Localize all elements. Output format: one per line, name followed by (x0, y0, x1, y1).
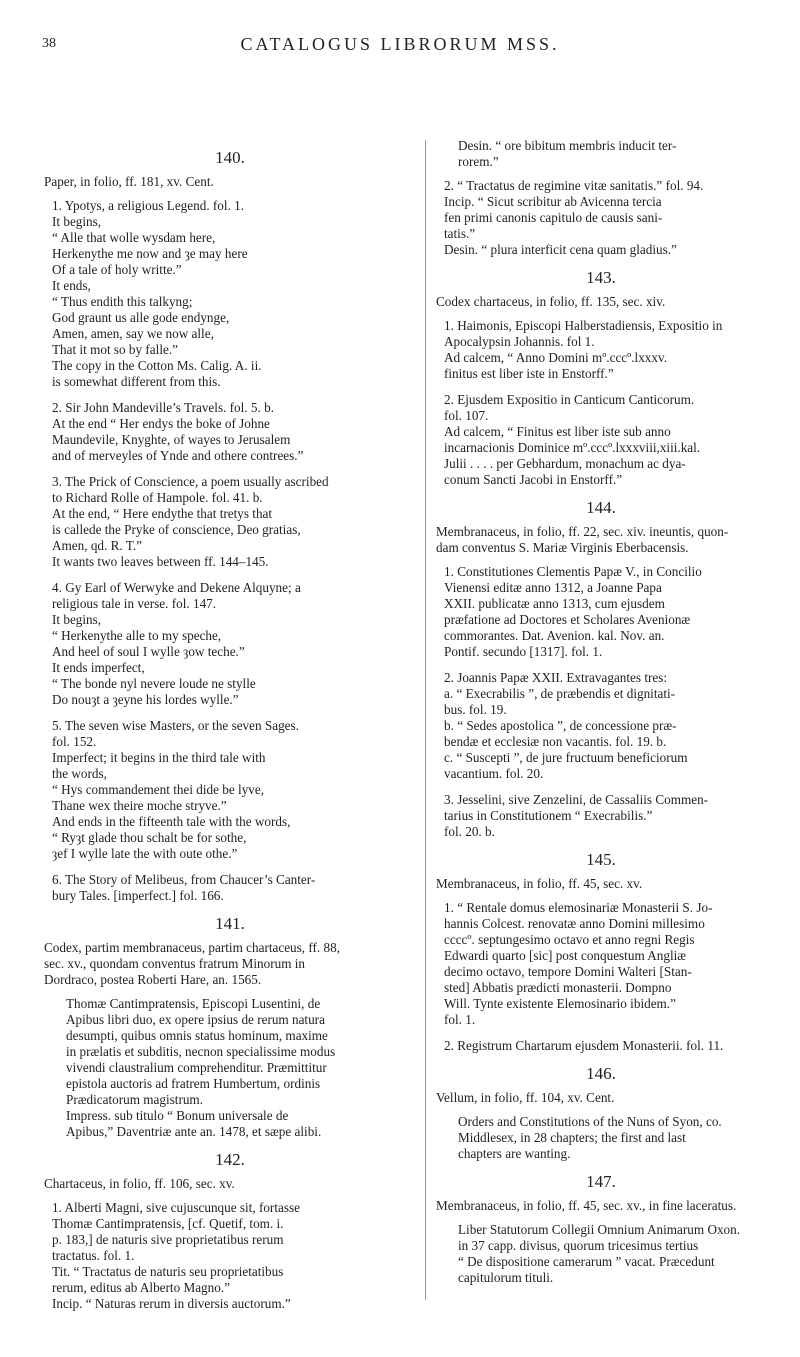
entry-number: 147. (586, 1172, 616, 1191)
item (436, 564, 766, 660)
entry-description (44, 940, 416, 988)
text-line: Edwardi quarto [sic] post conquestum Angliæ (444, 948, 687, 963)
entry-description: Chartaceus, in folio, ff. 106, sec. xv. (44, 1176, 235, 1191)
entry-number: 144. (586, 498, 616, 517)
text-line: It ends imperfect, (52, 660, 145, 675)
text-line: And ends in the fifteenth tale with the words, (52, 814, 291, 829)
text-line: God graunt us alle gode endynge, (52, 310, 230, 325)
text-line: 2. Joannis Papæ XXII. Extravagantes tres: (444, 670, 668, 685)
text-line: Liber Statutorum Collegii Omnium Animarum Oxon. (458, 1222, 741, 1237)
text-line: fen primi canonis capitulo de causis sani- (444, 210, 663, 225)
text-line: “ Alle that wolle wysdam here, (52, 230, 216, 245)
text-line: Amen, amen, say we now alle, (52, 326, 214, 341)
entry-number: 145. (586, 850, 616, 869)
item (44, 400, 416, 464)
entry-number: 142. (215, 1150, 245, 1169)
text-line: Pontif. secundo [1317]. fol. 1. (444, 644, 603, 659)
entry-description: Codex chartaceus, in folio, ff. 135, sec. xiv. (436, 294, 666, 309)
text-line: 2. Registrum Chartarum ejusdem Monasterii. fol. 11. (444, 1038, 724, 1053)
text-line: bendæ et ecclesiæ non vacantis. fol. 19. b. (444, 734, 667, 749)
text-line: Will. Tynte existente Elemosinario ibidem.” (444, 996, 676, 1011)
text-line: finitus est liber iste in Enstorff.” (444, 366, 614, 381)
text-line: c. “ Suscepti ”, de jure fructuum beneficiorum (444, 750, 688, 765)
item (44, 718, 416, 862)
text-line: 5. The seven wise Masters, or the seven Sages. (52, 718, 299, 733)
entry-description (436, 524, 766, 556)
left-column (44, 138, 416, 1322)
text-line: 1. Alberti Magni, sive cujuscunque sit, fortasse (52, 1200, 300, 1215)
text-line: religious tale in verse. fol. 147. (52, 596, 217, 611)
text-line: It wants two leaves between ff. 144–145. (52, 554, 269, 569)
text-line: 2. Sir John Mandeville’s Travels. fol. 5. b. (52, 400, 274, 415)
text-line: incarnacionis Dominice mº.cccº.lxxxviii,xiii.kal. (444, 440, 701, 455)
text-line: conum Sancti Jacobi in Enstorff.” (444, 472, 623, 487)
text-line: Desin. “ plura interficit cena quam gladius.” (444, 242, 677, 257)
text-line: to Richard Rolle of Hampole. fol. 41. b. (52, 490, 263, 505)
text-line: decimo octavo, tempore Domini Walteri [Stan- (444, 964, 692, 979)
text-line: Prædicatorum magistrum. (66, 1092, 203, 1107)
text-line: That it mot so by falle.” (52, 342, 178, 357)
text-line: sec. xv., quondam conventus fratrum Minorum in (44, 956, 306, 971)
item (436, 900, 766, 1028)
item (436, 670, 766, 782)
text-line: It begins, (52, 214, 102, 229)
text-line: Tit. “ Tractatus de naturis seu proprietatibus (52, 1264, 284, 1279)
text-line: Thomæ Cantimpratensis, Episcopi Lusentini, de (66, 996, 321, 1011)
text-line: 3. Jesselini, sive Zenzelini, de Cassaliis Commen- (444, 792, 709, 807)
entry-description: Membranaceus, in folio, ff. 45, sec. xv. (436, 876, 643, 891)
text-line: “ Hys commandement thei dide be lyve, (52, 782, 265, 797)
text-line: commorantes. Dat. Avenion. kal. Nov. an. (444, 628, 665, 643)
right-column (436, 138, 766, 1294)
text-line: rorem.” (458, 154, 499, 169)
text-line: “ The bonde nyl nevere loude ne stylle (52, 676, 256, 691)
text-line: bus. fol. 19. (444, 702, 507, 717)
text-line: At the end “ Her endys the boke of Johne (52, 416, 270, 431)
text-line: “ Thus endith this talkyng; (52, 294, 193, 309)
text-line: chapters are wanting. (458, 1146, 571, 1161)
text-line: “ De dispositione camerarum ” vacat. Præcedunt (458, 1254, 715, 1269)
text-line: ccccº. septungesimo octavo et anno regni Regis (444, 932, 695, 947)
text-line: ȝef I wylle late the with oute othe.” (52, 846, 238, 861)
text-line: a. “ Execrabilis ”, de præbendis et dignitati- (444, 686, 676, 701)
text-line: Imperfect; it begins in the third tale with (52, 750, 266, 765)
entry-number: 146. (586, 1064, 616, 1083)
text-line: in prælatis et subditis, necnon specialissime modus (66, 1044, 336, 1059)
text-line: Dordraco, postea Roberti Hare, an. 1565. (44, 972, 262, 987)
text-line: Apibus libri duo, ex opere ipsius de rerum natura (66, 1012, 325, 1027)
text-line: desumpti, quibus omnis status hominum, maxime (66, 1028, 328, 1043)
text-line: b. “ Sedes apostolica ”, de concessione præ- (444, 718, 677, 733)
text-line: 1. Haimonis, Episcopi Halberstadiensis, Expositio in (444, 318, 723, 333)
text-line: Maundevile, Knyghte, of wayes to Jerusalem (52, 432, 291, 447)
text-line: rerum, editus ab Alberto Magno.” (52, 1280, 230, 1295)
text-line: Impress. sub titulo “ Bonum universale de (66, 1108, 289, 1123)
item (44, 198, 416, 390)
entry-description: Paper, in folio, ff. 181, xv. Cent. (44, 174, 214, 189)
text-line: Thane wex theire moche stryve.” (52, 798, 227, 813)
text-line: Orders and Constitutions of the Nuns of Syon, co. (458, 1114, 722, 1129)
text-line: And heel of soul I wylle ȝow teche.” (52, 644, 245, 659)
text-line: Codex, partim membranaceus, partim chartaceus, ff. 88, (44, 940, 341, 955)
text-line: Desin. “ ore bibitum membris inducit ter- (458, 138, 677, 153)
text-line: “ Ryȝt glade thou schalt be for sothe, (52, 830, 247, 845)
text-line: Do nouȝt a ȝeyne his lordes wylle.” (52, 692, 239, 707)
item (436, 178, 766, 258)
text-line: Vienensi editæ anno 1312, a Joanne Papa (444, 580, 662, 595)
item (44, 580, 416, 708)
entry-number: 143. (586, 268, 616, 287)
text-line: dam conventus S. Mariæ Virginis Eberbacensis. (436, 540, 689, 555)
text-line: 1. Constitutiones Clementis Papæ V., in Concilio (444, 564, 702, 579)
text-line: 3. The Prick of Conscience, a poem usually ascribed (52, 474, 329, 489)
text-line: Julii . . . . per Gebhardum, monachum ac dya- (444, 456, 686, 471)
text-line: Herkenythe me now and ȝe may here (52, 246, 248, 261)
text-line: Amen, qd. R. T.” (52, 538, 142, 553)
entry-text (436, 1114, 766, 1162)
text-line: At the end, “ Here endythe that tretys that (52, 506, 273, 521)
text-line: præfatione ad Doctores et Scholares Avenionæ (444, 612, 691, 627)
text-line: Apocalypsin Johannis. fol 1. (444, 334, 595, 349)
text-line: tatis.” (444, 226, 476, 241)
item (436, 392, 766, 488)
text-line: XXII. publicatæ anno 1313, cum ejusdem (444, 596, 665, 611)
entry-description: Membranaceus, in folio, ff. 45, sec. xv., in fine laceratus. (436, 1198, 737, 1213)
text-line: sted] Abbatis prædicti monasterii. Dompno (444, 980, 672, 995)
text-line: and of merveyles of Ynde and othere contrees.” (52, 448, 304, 463)
item (44, 872, 416, 904)
text-line: vacantium. fol. 20. (444, 766, 544, 781)
text-line: 4. Gy Earl of Werwyke and Dekene Alquyne; a (52, 580, 301, 595)
text-line: Ad calcem, “ Anno Domini mº.cccº.lxxxv. (444, 350, 668, 365)
text-line: Membranaceus, in folio, ff. 22, sec. xiv. ineuntis, quon- (436, 524, 729, 539)
item (436, 318, 766, 382)
text-line: tractatus. fol. 1. (52, 1248, 135, 1263)
entry-number: 140. (215, 148, 245, 167)
entry-text (44, 996, 416, 1140)
text-line: Incip. “ Naturas rerum in diversis auctorum.” (52, 1296, 291, 1311)
page-header (0, 34, 800, 58)
text-line: 2. Ejusdem Expositio in Canticum Canticorum. (444, 392, 695, 407)
text-line: fol. 1. (444, 1012, 476, 1027)
text-line: 1. Ypotys, a religious Legend. fol. 1. (52, 198, 245, 213)
text-line: 1. “ Rentale domus elemosinariæ Monasterii S. Jo- (444, 900, 713, 915)
item (44, 1200, 416, 1312)
text-line: Apibus,” Daventriæ ante an. 1478, et sæpe alibi. (66, 1124, 322, 1139)
text-line: is callede the Pryke of conscience, Deo gratias, (52, 522, 301, 537)
continuation-text (436, 138, 766, 170)
text-line: is somewhat different from this. (52, 374, 221, 389)
entry-number: 141. (215, 914, 245, 933)
text-line: 2. “ Tractatus de regimine vitæ sanitatis.” fol. 94. (444, 178, 704, 193)
running-title: CATALOGUS LIBRORUM MSS. (240, 34, 560, 54)
text-line: bury Tales. [imperfect.] fol. 166. (52, 888, 224, 903)
text-line: It begins, (52, 612, 102, 627)
page-number: 38 (42, 36, 56, 51)
text-line: the words, (52, 766, 107, 781)
text-line: epistola auctoris ad fratrem Humbertum, ordinis (66, 1076, 321, 1091)
column-divider (425, 140, 426, 1300)
text-line: “ Herkenythe alle to my speche, (52, 628, 222, 643)
item (436, 792, 766, 840)
item (44, 474, 416, 570)
text-line: p. 183,] de naturis sive proprietatibus rerum (52, 1232, 284, 1247)
text-line: fol. 107. (444, 408, 489, 423)
text-line: fol. 20. b. (444, 824, 495, 839)
text-line: Ad calcem, “ Finitus est liber iste sub anno (444, 424, 671, 439)
text-line: Of a tale of holy writte.” (52, 262, 182, 277)
text-line: capitulorum tituli. (458, 1270, 554, 1285)
text-line: The copy in the Cotton Ms. Calig. A. ii. (52, 358, 262, 373)
text-line: hannis Colcest. renovatæ anno Domini millesimo (444, 916, 705, 931)
text-line: Thomæ Cantimpratensis, [cf. Quetif, tom. i. (52, 1216, 284, 1231)
text-line: tarius in Constitutionem “ Execrabilis.” (444, 808, 653, 823)
text-line: vivendi claustralium comprehenditur. Præmittitur (66, 1060, 327, 1075)
item (436, 1038, 766, 1054)
entry-description: Vellum, in folio, ff. 104, xv. Cent. (436, 1090, 615, 1105)
text-line: It ends, (52, 278, 91, 293)
text-line: in 37 capp. divisus, quorum tricesimus tertius (458, 1238, 699, 1253)
text-line: Middlesex, in 28 chapters; the first and last (458, 1130, 686, 1145)
text-line: fol. 152. (52, 734, 97, 749)
text-line: 6. The Story of Melibeus, from Chaucer’s Canter- (52, 872, 316, 887)
text-line: Incip. “ Sicut scribitur ab Avicenna tercia (444, 194, 662, 209)
entry-text (436, 1222, 766, 1286)
